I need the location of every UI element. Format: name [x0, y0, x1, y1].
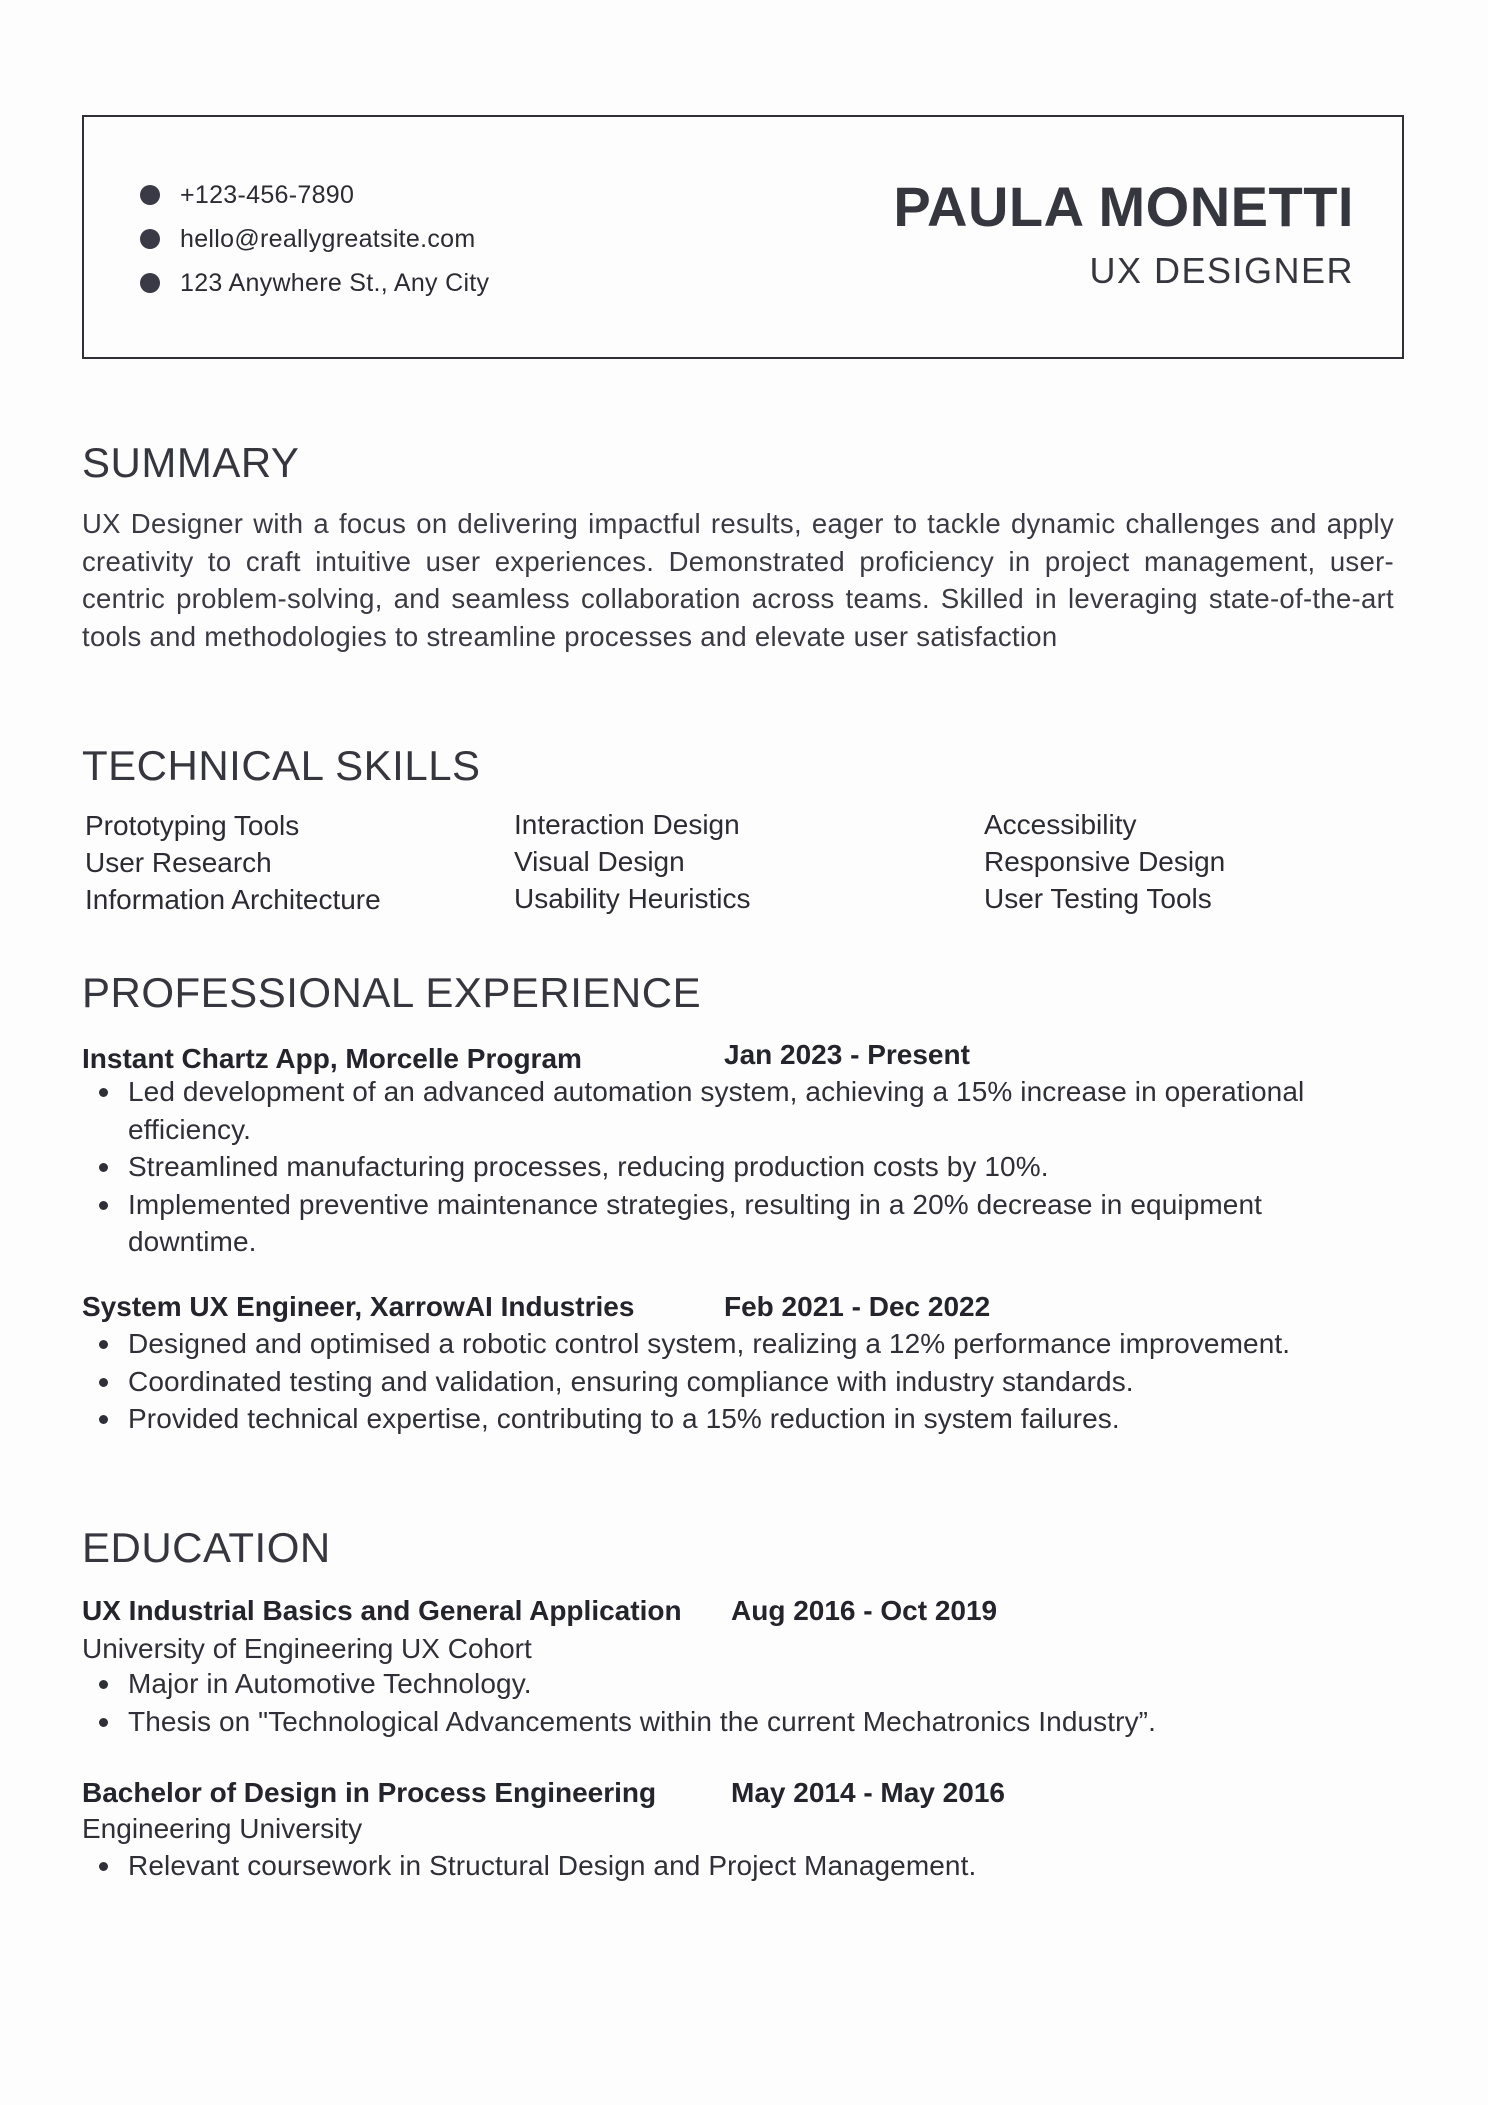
list-item: Thesis on "Technological Advancements within the current Mechatronics Industry”. — [82, 1703, 1342, 1741]
phone-text: +123-456-7890 — [180, 180, 355, 209]
job-bullets — [82, 1325, 1342, 1438]
contact-email — [140, 217, 489, 261]
contact-phone — [140, 173, 489, 217]
skill-item: Information Architecture — [85, 884, 381, 915]
header-box — [82, 115, 1404, 359]
bullet-dot-icon — [140, 229, 160, 249]
education-school: University of Engineering UX Cohort — [82, 1633, 532, 1664]
education-bullets — [82, 1847, 1342, 1885]
list-item: Designed and optimised a robotic control system, realizing a 12% performance improvement. — [82, 1325, 1342, 1363]
skill-item: Usability Heuristics — [514, 883, 751, 914]
address-text: 123 Anywhere St., Any City — [180, 268, 490, 297]
list-item: Major in Automotive Technology. — [82, 1665, 1342, 1703]
skills-column-2 — [514, 806, 751, 917]
person-name: PAULA MONETTI — [893, 175, 1354, 238]
job-heading: Instant Chartz App, Morcelle Program — [82, 1043, 582, 1074]
education-dates: May 2014 - May 2016 — [731, 1777, 1005, 1808]
skills-title: TECHNICAL SKILLS — [82, 742, 481, 789]
skills-column-1 — [85, 807, 381, 918]
education-bullets — [82, 1665, 1342, 1740]
skill-item: Accessibility — [984, 809, 1137, 840]
person-role: UX DESIGNER — [1089, 250, 1354, 291]
summary-title: SUMMARY — [82, 439, 300, 486]
list-item: Coordinated testing and validation, ensuring compliance with industry standards. — [82, 1363, 1342, 1401]
skill-item: User Research — [85, 847, 272, 878]
education-title: EDUCATION — [82, 1524, 331, 1571]
list-item: Implemented preventive maintenance strategies, resulting in a 20% decrease in equipment downtime. — [82, 1186, 1342, 1261]
job-bullets — [82, 1073, 1342, 1261]
skill-item: Interaction Design — [514, 809, 740, 840]
bullet-dot-icon — [140, 185, 160, 205]
list-item: Relevant coursework in Structural Design and Project Management. — [82, 1847, 1342, 1885]
list-item: Streamlined manufacturing processes, reducing production costs by 10%. — [82, 1148, 1342, 1186]
job-dates: Jan 2023 - Present — [724, 1039, 970, 1070]
contact-list — [140, 173, 489, 305]
education-school: Engineering University — [82, 1813, 363, 1844]
contact-address — [140, 261, 489, 305]
education-heading: Bachelor of Design in Process Engineering — [82, 1777, 657, 1808]
skill-item: User Testing Tools — [984, 883, 1212, 914]
experience-title: PROFESSIONAL EXPERIENCE — [82, 969, 702, 1016]
email-text: hello@reallygreatsite.com — [180, 224, 476, 253]
skill-item: Prototyping Tools — [85, 810, 300, 841]
job-heading: System UX Engineer, XarrowAI Industries — [82, 1291, 635, 1322]
job-dates: Feb 2021 - Dec 2022 — [724, 1291, 991, 1322]
name-block — [893, 175, 1354, 291]
skill-item: Responsive Design — [984, 846, 1226, 877]
list-item: Led development of an advanced automation system, achieving a 15% increase in operational efficiency. — [82, 1073, 1342, 1148]
skill-item: Visual Design — [514, 846, 685, 877]
education-dates: Aug 2016 - Oct 2019 — [731, 1595, 998, 1626]
list-item: Provided technical expertise, contributing to a 15% reduction in system failures. — [82, 1400, 1342, 1438]
summary-text: UX Designer with a focus on delivering impactful results, eager to tackle dynamic challenges and apply creativity to craft intuitive user experiences. Demonstrated proficiency in project management, user-centric problem-solving, and seamless collaboration across teams. Skilled in leveraging state-of-the-art tools and methodologies to streamline processes and elevate user satisfaction — [82, 508, 1394, 652]
education-heading: UX Industrial Basics and General Application — [82, 1595, 682, 1626]
bullet-dot-icon — [140, 273, 160, 293]
skills-column-3 — [984, 806, 1225, 917]
